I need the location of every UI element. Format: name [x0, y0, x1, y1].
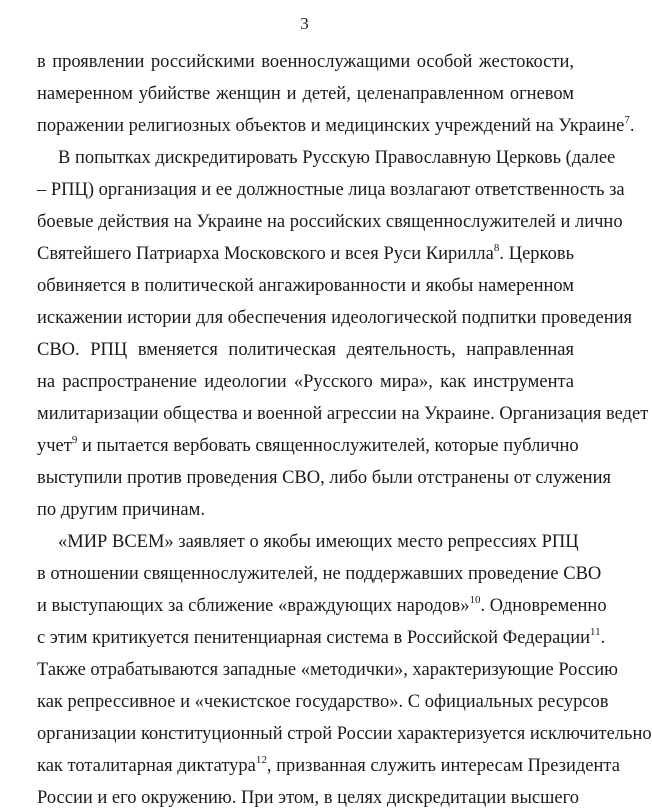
text-line: поражении религиозных объектов и медицинских учреждений на Украине$^7$.: [37, 113, 635, 136]
footnote-ref: 11: [590, 625, 601, 638]
text-line: боевые действия на Украине на российских священнослужителей и лично: [37, 212, 623, 232]
footnote-ref: 8: [493, 241, 500, 254]
footnote-ref: 12: [255, 753, 267, 766]
text-line: СВО. РПЦ вменяется политическая деятельность, направленная: [37, 340, 574, 360]
text-line: учет$^9$ и пытается вербовать священнослужителей, которые публично: [37, 433, 579, 456]
text-line: в проявлении российскими военнослужащими особой жестокости,: [37, 52, 574, 72]
text-line: организации конституционный строй России характеризуется исключительно: [37, 724, 652, 744]
footnote-ref: 9: [71, 433, 78, 446]
text-line: на распространение идеологии «Русского мира», как инструмента: [37, 372, 574, 392]
text-line: с этим критикуется пенитенциарная система в Российской Федерации$^{11}$.: [37, 625, 606, 648]
text-line: намеренном убийстве женщин и детей, целенаправленном огневом: [37, 84, 574, 104]
text-line: Также отрабатываются западные «методички», характеризующие Россию: [37, 660, 619, 680]
text-line: и выступающих за сближение «враждующих народов»$^{10}$. Одновременно: [37, 593, 607, 616]
footnote-ref: 7: [624, 113, 630, 126]
text-line: выступили против проведения СВО, либо были отстранены от служения: [37, 468, 611, 488]
footnote-ref: 10: [469, 593, 481, 606]
text-line: как тоталитарная диктатура$^{12}$, призванная служить интересам Президента: [37, 753, 620, 776]
page-number: 3: [300, 14, 309, 33]
text-line: – РПЦ) организация и ее должностные лица возлагают ответственность за: [37, 180, 625, 200]
text-line: милитаризации общества и военной агрессии на Украине. Организация ведет: [37, 404, 649, 424]
text-line: по другим причинам.: [37, 500, 205, 520]
text-line: В попытках дискредитировать Русскую Православную Церковь (далее: [58, 148, 616, 168]
text-line: «МИР ВСЕМ» заявляет о якобы имеющих место репрессиях РПЦ: [58, 532, 579, 552]
text-line: обвиняется в политической ангажированности и якобы намеренном: [37, 276, 574, 296]
text-line: России и его окружению. При этом, в целях дискредитации высшего: [37, 788, 579, 808]
text-line: Святейшего Патриарха Московского и всея Руси Кирилла$^8$. Церковь: [37, 241, 574, 264]
text-line: как репрессивное и «чекистское государство». С официальных ресурсов: [37, 692, 609, 712]
text-line: в отношении священнослужителей, не поддержавших проведение СВО: [37, 564, 602, 584]
text-line: искажении истории для обеспечения идеологической подпитки проведения: [37, 308, 633, 328]
